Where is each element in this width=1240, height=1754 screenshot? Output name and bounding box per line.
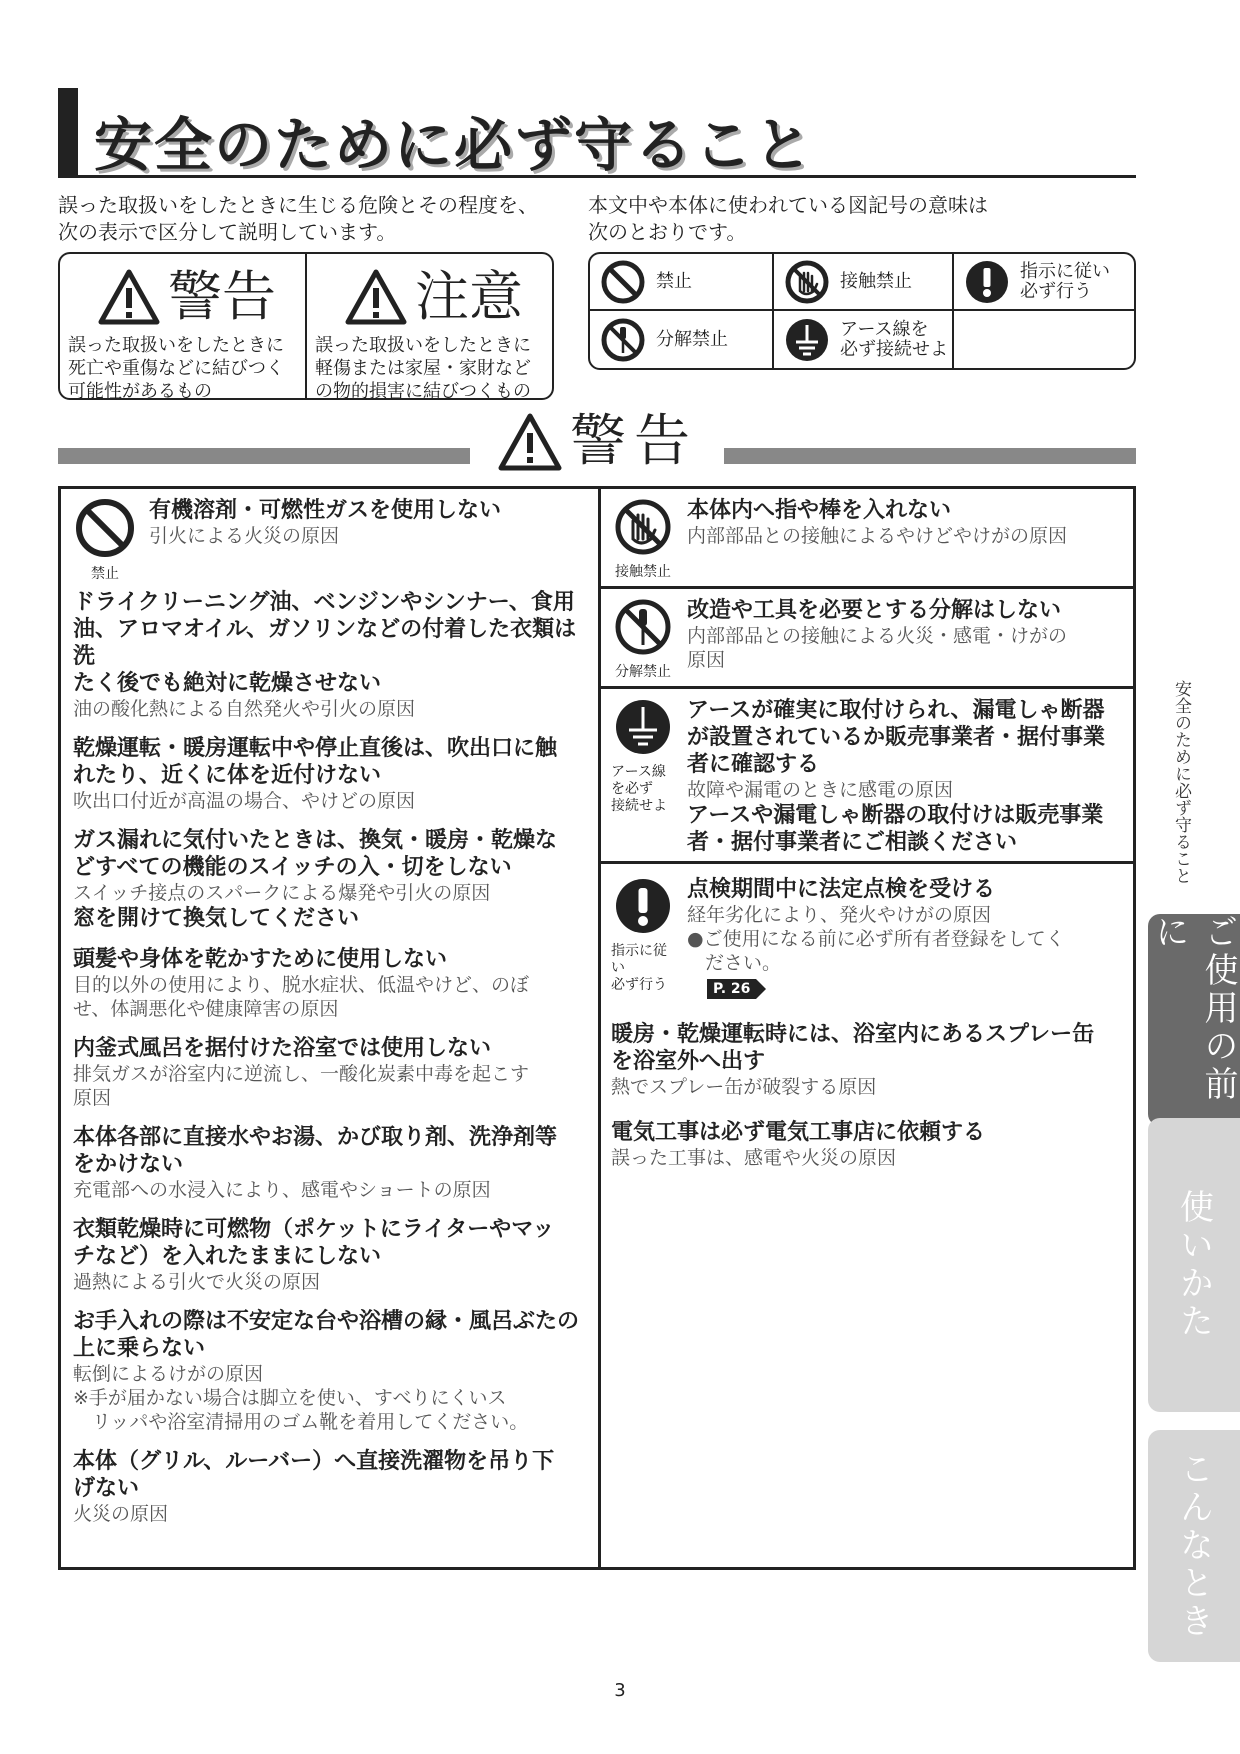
symbol-label: 禁止 <box>656 270 692 292</box>
item-note: リッパや浴室清掃用のゴム靴を着用してください。 <box>73 1411 529 1433</box>
bullet-note: ●ご使用になる前に必ず所有者登録をしてく <box>687 928 1065 950</box>
item-heading: げない <box>73 1476 140 1501</box>
prohibited-symbol <box>73 497 137 583</box>
item-description: 排気ガスが浴室内に逆流し、一酸化炭素中毒を起こす <box>73 1063 530 1085</box>
desc-line: 死亡や重傷などに結びつく <box>68 358 284 379</box>
instruction-icon <box>613 876 673 936</box>
item-instruction: 者・据付事業者にご相談ください <box>687 830 1018 855</box>
no-touch-icon <box>613 497 673 557</box>
item-description: 誤った工事は、感電や火災の原因 <box>611 1147 897 1169</box>
warning-item <box>687 876 1065 999</box>
item-note: ※手が届かない場合は脚立を使い、すべりにくいス <box>73 1387 507 1409</box>
prohibited-icon <box>600 259 646 305</box>
symbol-instruction <box>954 254 1134 311</box>
symbol-label-line: アース線を <box>840 318 929 340</box>
warning-table <box>58 486 1136 1570</box>
warning-banner <box>58 410 1136 480</box>
no-disassembly-symbol <box>611 597 675 681</box>
item-heading: 頭髪や身体を乾かすために使用しない <box>73 947 448 972</box>
symbol-empty-cell <box>954 311 1134 368</box>
left-column <box>61 489 601 1567</box>
level-warning <box>60 254 305 402</box>
hazard-level-box <box>58 252 554 400</box>
first-warning-row <box>73 497 586 583</box>
warning-item <box>73 735 586 813</box>
item-heading: ドライクリーニング油、ベンジンやシンナー、食用 <box>73 590 575 615</box>
icon-caption: 分解禁止 <box>615 664 671 680</box>
item-description: 火災の原因 <box>73 1503 169 1525</box>
bullet-note: ださい。 <box>705 952 782 974</box>
right-column <box>601 489 1133 1567</box>
level-label: 警告 <box>168 265 276 328</box>
item-heading: 点検期間中に法定点検を受ける <box>687 877 996 902</box>
warning-triangle-icon <box>498 413 562 471</box>
side-section-title: 安全のために必ず守ること <box>1171 680 1191 884</box>
item-heading: どすべての機能のスイッチの入・切をしない <box>73 855 512 880</box>
tab-troubleshooting[interactable]: こんなとき <box>1148 1430 1240 1662</box>
no-disassembly-icon <box>600 317 646 363</box>
item-heading: れたり、近くに体を近付けない <box>73 763 382 788</box>
item-heading: 油、アロマオイル、ガソリンなどの付着した衣類は洗 <box>73 617 577 669</box>
item-description: 原因 <box>687 649 726 671</box>
warning-triangle-icon <box>345 269 407 325</box>
warning-item <box>73 1035 586 1110</box>
warning-item <box>73 827 586 932</box>
intro-line: 次のとおりです。 <box>588 220 747 244</box>
prohibited-icon <box>74 497 136 559</box>
intro-line: 誤った取扱いをしたときに生じる危険とその程度を、 <box>58 193 538 217</box>
tab-before-use[interactable]: ご使用の前に <box>1148 914 1240 1126</box>
item-description: 経年劣化により、発火やけがの原因 <box>687 904 992 926</box>
warning-item <box>611 1021 1123 1099</box>
symbol-label-line: 必ず行う <box>1020 280 1092 302</box>
item-description: 原因 <box>73 1087 112 1109</box>
icon-caption <box>611 764 675 815</box>
no-touch-symbol <box>611 497 675 581</box>
banner-label: 警告 <box>570 409 698 474</box>
icon-caption: 接触禁止 <box>615 564 671 580</box>
item-instruction: 窓を開けて換気してください <box>73 906 360 931</box>
warning-item <box>687 697 1105 856</box>
item-description: 転倒によるけがの原因 <box>73 1363 264 1385</box>
caption-line: を必ず <box>611 781 653 797</box>
item-description: 過熱による引火で火災の原因 <box>73 1271 321 1293</box>
item-heading: 改造や工具を必要とする分解はしない <box>687 598 1062 623</box>
desc-line: 可能性があるもの <box>68 381 212 402</box>
symbol-label: 接触禁止 <box>840 270 912 292</box>
item-description: 目的以外の使用により、脱水症状、低温やけど、のぼ <box>73 974 530 996</box>
caption-line: アース線 <box>611 764 666 780</box>
instruction-icon <box>964 259 1010 305</box>
intro-symbols <box>588 192 1088 246</box>
item-heading: 内釜式風呂を据付けた浴室では使用しない <box>73 1036 492 1061</box>
warning-item <box>687 497 1067 581</box>
intro-levels <box>58 192 558 246</box>
page-reference-link[interactable]: P. 26 <box>707 979 756 999</box>
warning-item <box>149 497 501 583</box>
warning-item <box>73 1124 586 1202</box>
symbol-ground <box>774 311 954 368</box>
item-heading: 本体各部に直接水やお湯、かび取り剤、洗浄剤等 <box>73 1125 558 1150</box>
no-disassembly-icon <box>613 597 673 657</box>
no-disassembly-section <box>601 589 1133 689</box>
item-description: 熱でスプレー缶が破裂する原因 <box>611 1076 877 1098</box>
no-touch-icon <box>784 259 830 305</box>
desc-line: 軽傷または家屋・家財など <box>315 358 531 379</box>
ground-icon <box>784 317 830 363</box>
item-heading: お手入れの際は不安定な台や浴槽の縁・風呂ぶたの <box>73 1309 580 1334</box>
warning-item <box>73 1216 586 1294</box>
banner-rule <box>58 448 470 464</box>
item-description: 引火による火災の原因 <box>149 525 340 547</box>
warning-item <box>73 589 586 721</box>
item-description: 内部部品との接触によるやけどやけがの原因 <box>687 525 1068 547</box>
instruction-symbol <box>611 876 675 999</box>
desc-line: 誤った取扱いをしたときに <box>315 335 531 356</box>
item-heading: 本体（グリル、ルーバー）へ直接洗濯物を吊り下 <box>73 1449 555 1474</box>
item-description: せ、体調悪化や健康障害の原因 <box>73 998 339 1020</box>
item-heading: 上に乗らない <box>73 1336 206 1361</box>
warning-triangle-icon <box>98 269 160 325</box>
symbol-no-disassembly <box>590 311 774 368</box>
inspection-section <box>601 864 1133 1178</box>
item-heading: たく後でも絶対に乾燥させない <box>73 671 382 696</box>
item-heading: チなど）を入れたままにしない <box>73 1244 382 1269</box>
item-instruction: アースや漏電しゃ断器の取付けは販売事業 <box>687 803 1104 828</box>
icon-caption: 禁止 <box>91 566 119 582</box>
symbol-label: 分解禁止 <box>656 328 728 350</box>
item-heading: 本体内へ指や棒を入れない <box>687 498 952 523</box>
title-area <box>58 88 1136 178</box>
item-description: スイッチ接点のスパークによる爆発や引火の原因 <box>73 882 491 904</box>
warning-item <box>687 597 1067 681</box>
banner-rule <box>724 448 1136 464</box>
symbol-prohibited <box>590 254 774 311</box>
level-description <box>68 334 297 403</box>
icon-caption <box>611 943 675 994</box>
caption-line: 必ず行う <box>611 977 667 993</box>
symbol-label <box>1020 262 1110 302</box>
item-heading: 暖房・乾燥運転時には、浴室内にあるスプレー缶 <box>611 1022 1095 1047</box>
intro-line: 次の表示で区分して説明しています。 <box>58 220 397 244</box>
item-heading: を浴室外へ出す <box>611 1049 766 1074</box>
desc-line: の物的損害に結びつくもの <box>315 381 531 402</box>
item-description: 吹出口付近が高温の場合、やけどの原因 <box>73 790 416 812</box>
item-heading: 電気工事は必ず電気工事店に依頼する <box>611 1120 986 1145</box>
item-description: 充電部への水浸入により、感電やショートの原因 <box>73 1179 491 1201</box>
caption-line: 接続せよ <box>611 798 667 814</box>
page-number: 3 <box>614 1680 626 1701</box>
item-heading: 衣類乾燥時に可燃物（ポケットにライターやマッ <box>73 1217 555 1242</box>
symbol-no-touch <box>774 254 954 311</box>
desc-line: 誤った取扱いをしたときに <box>68 335 284 356</box>
ground-section <box>601 689 1133 864</box>
tab-how-to-use[interactable]: 使いかた <box>1148 1118 1240 1412</box>
level-label: 注意 <box>415 265 523 328</box>
symbol-label-line: 必ず接続せよ <box>840 338 948 360</box>
page-title: 安全のために必ず守ること <box>94 111 815 179</box>
item-description: 故障や漏電のときに感電の原因 <box>687 779 954 801</box>
item-heading: 乾燥運転・暖房運転中や停止直後は、吹出口に触 <box>73 736 558 761</box>
item-heading: が設置されているか販売事業者・据付事業 <box>687 725 1106 750</box>
item-heading: ガス漏れに気付いたときは、換気・暖房・乾燥な <box>73 828 558 853</box>
no-touch-section <box>601 489 1133 589</box>
item-description: 内部部品との接触による火災・感電・けがの <box>687 625 1068 647</box>
symbol-legend <box>588 252 1136 370</box>
item-description: 油の酸化熱による自然発火や引火の原因 <box>73 698 416 720</box>
level-caution <box>305 254 552 402</box>
symbol-label-line: 指示に従い <box>1020 260 1110 282</box>
item-heading: をかけない <box>73 1152 184 1177</box>
item-heading: アースが確実に取付けられ、漏電しゃ断器 <box>687 698 1105 723</box>
intro-line: 本文中や本体に使われている図記号の意味は <box>588 193 988 217</box>
level-description <box>315 334 544 403</box>
warning-item <box>611 1119 1123 1170</box>
warning-item <box>73 946 586 1021</box>
warning-item <box>73 1308 586 1434</box>
symbol-label <box>840 320 948 360</box>
caption-line: 指示に従い <box>611 943 667 976</box>
ground-symbol <box>611 697 675 856</box>
title-accent-bar <box>58 88 78 176</box>
item-heading: 有機溶剤・可燃性ガスを使用しない <box>149 498 502 523</box>
ground-icon <box>613 697 673 757</box>
warning-item <box>73 1448 586 1526</box>
item-heading: 者に確認する <box>687 752 820 777</box>
